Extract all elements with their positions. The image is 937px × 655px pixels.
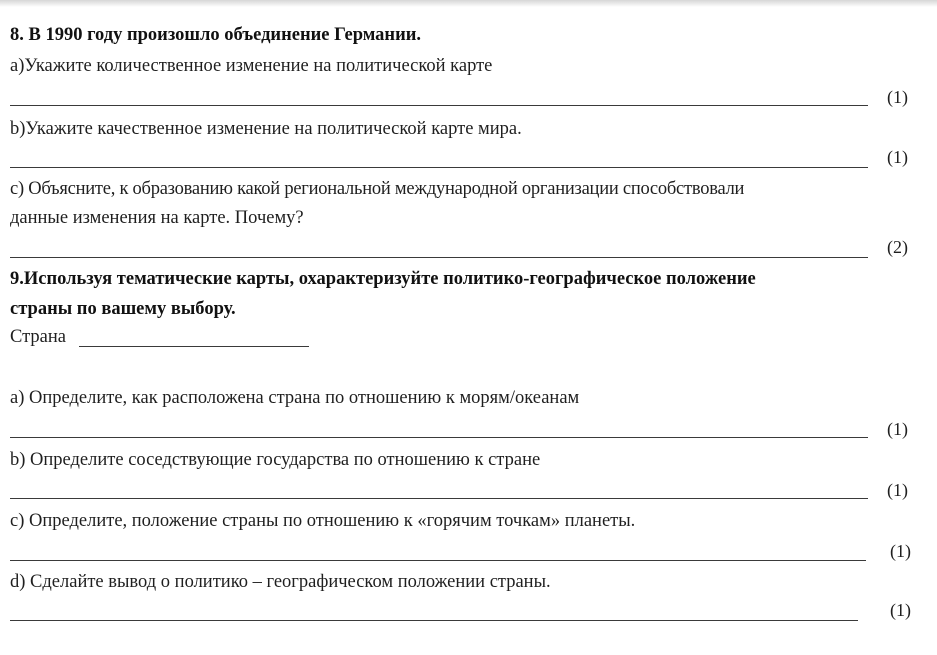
q9-a-text: а) Определите, как расположена страна по отношению к морям/океанам: [10, 388, 580, 408]
q9-title-line2: страны по вашему выбору.: [10, 299, 236, 319]
top-shadow: [0, 0, 937, 7]
q9-d-answer-line[interactable]: [10, 620, 858, 621]
q9-b-text: b) Определите соседствующие государства по отношению к стране: [10, 450, 541, 470]
q9-d-score: (1): [890, 600, 911, 620]
q8-b-text: b)Укажите качественное изменение на политической карте мира.: [10, 119, 522, 139]
q9-title-line1: 9.Используя тематические карты, охарактеризуйте политико-географическое положение: [10, 269, 756, 289]
q9-b-answer-line[interactable]: [10, 498, 868, 499]
q9-a-answer-line[interactable]: [10, 437, 868, 438]
q8-b-score: (1): [887, 147, 908, 167]
q8-a-score: (1): [887, 87, 908, 107]
q9-a-score: (1): [887, 419, 908, 439]
q9-country-input-line[interactable]: [79, 346, 309, 347]
q9-country-label: Страна: [10, 327, 66, 347]
q9-c-text: с) Определите, положение страны по отношению к «горячим точкам» планеты.: [10, 511, 636, 531]
q8-c-answer-line[interactable]: [10, 257, 868, 258]
q9-b-score: (1): [887, 480, 908, 500]
q9-c-score: (1): [890, 541, 911, 561]
q8-c-text-line1: с) Объясните, к образованию какой региональной международной организации способствовали: [10, 179, 745, 199]
q8-c-text-line2: данные изменения на карте. Почему?: [10, 208, 304, 228]
q8-b-answer-line[interactable]: [10, 167, 868, 168]
q9-c-answer-line[interactable]: [10, 560, 866, 561]
q8-title: 8. В 1990 году произошло объединение Германии.: [10, 25, 422, 45]
q8-a-text: а)Укажите количественное изменение на политической карте: [10, 56, 493, 76]
q8-c-score: (2): [887, 237, 908, 257]
q8-a-answer-line[interactable]: [10, 105, 868, 106]
q9-d-text: d) Сделайте вывод о политико – географическом положении страны.: [10, 572, 551, 592]
